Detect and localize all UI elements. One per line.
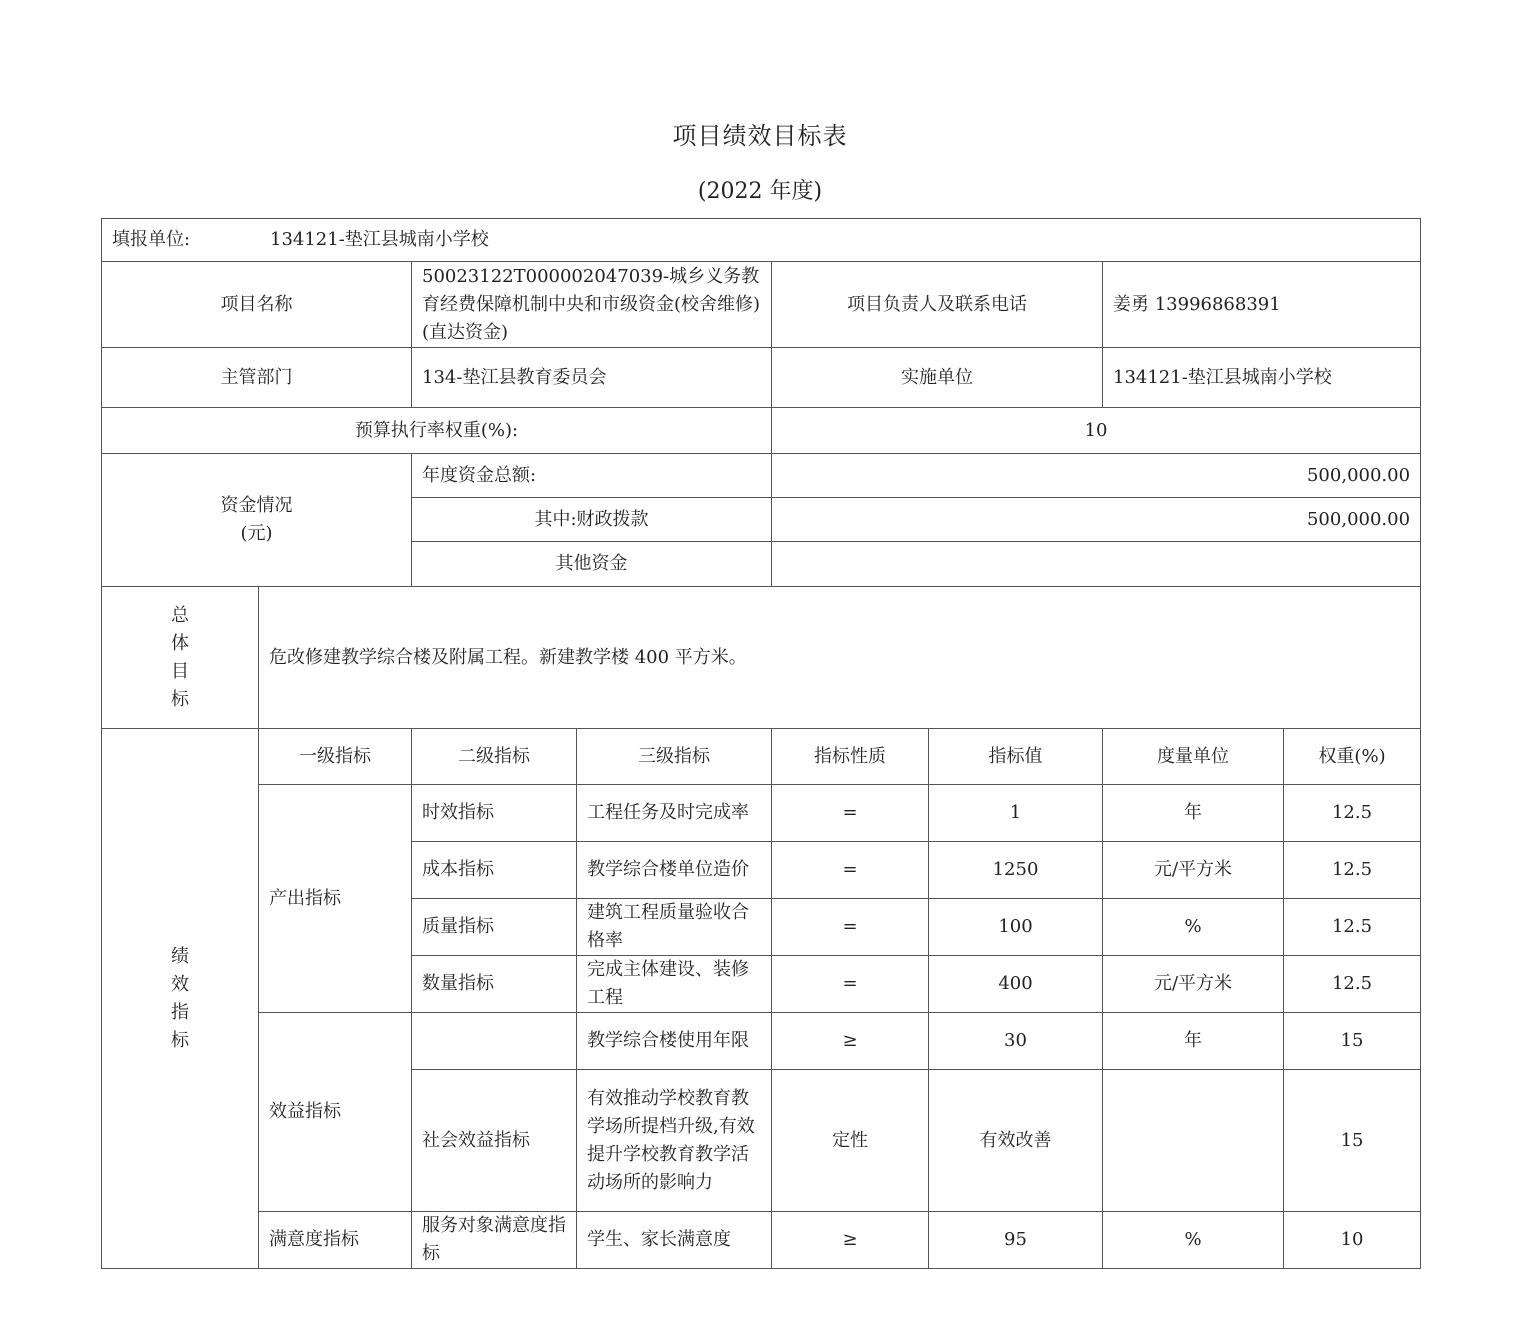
row-nature: ≥ [772, 1013, 929, 1070]
performance-table [101, 218, 1421, 1269]
row-value: 95 [929, 1212, 1103, 1269]
row-value: 有效改善 [929, 1070, 1103, 1212]
row-nature: 定性 [772, 1070, 929, 1212]
row-weight: 12.5 [1284, 956, 1421, 1013]
project-contact-label: 项目负责人及联系电话 [772, 262, 1103, 348]
dept-value: 134-垫江县教育委员会 [412, 348, 772, 408]
funds-label-line2: (元) [240, 523, 273, 544]
row-weight: 12.5 [1284, 899, 1421, 956]
dept-label: 主管部门 [102, 348, 412, 408]
goal-label-char: 标 [171, 688, 189, 710]
table-row [102, 1013, 1421, 1070]
row-l2: 社会效益指标 [412, 1070, 577, 1212]
row-unit: 元/平方米 [1103, 956, 1284, 1013]
header-level3: 三级指标 [577, 729, 772, 785]
indicators-label-char: 效 [171, 973, 189, 995]
row-unit: 年 [1103, 1013, 1284, 1070]
row-l2 [412, 1013, 577, 1070]
page-subtitle: (2022 年度) [697, 179, 823, 204]
group-benefit: 效益指标 [259, 1013, 412, 1212]
row-weight: 15 [1284, 1070, 1421, 1212]
project-name-label: 项目名称 [102, 262, 412, 348]
indicators-label-char: 标 [171, 1029, 189, 1051]
row-l2: 数量指标 [412, 956, 577, 1013]
funds-fiscal-label: 其中:财政拨款 [412, 498, 772, 542]
header-value: 指标值 [929, 729, 1103, 785]
unit-value: 134121-垫江县城南小学校 [270, 229, 489, 250]
indicator-header-row [102, 729, 1421, 785]
row-nature: = [772, 842, 929, 899]
funds-total-row [102, 454, 1421, 498]
funds-other-value [772, 542, 1421, 587]
unit-row [102, 219, 1421, 262]
row-l3: 学生、家长满意度 [577, 1212, 772, 1269]
row-weight: 10 [1284, 1212, 1421, 1269]
funds-label-line1: 资金情况 [220, 495, 293, 516]
funds-label [102, 454, 412, 587]
header-nature: 指标性质 [772, 729, 929, 785]
row-l2: 质量指标 [412, 899, 577, 956]
project-row [102, 262, 1421, 348]
row-nature: = [772, 899, 929, 956]
row-value: 1 [929, 785, 1103, 842]
goal-label-char: 总 [171, 604, 189, 626]
header-unit: 度量单位 [1103, 729, 1284, 785]
row-unit: % [1103, 899, 1284, 956]
row-l3: 建筑工程质量验收合格率 [577, 899, 772, 956]
row-value: 400 [929, 956, 1103, 1013]
budget-weight-label: 预算执行率权重(%): [102, 408, 772, 454]
funds-other-label: 其他资金 [412, 542, 772, 587]
page-title: 项目绩效目标表 [672, 122, 848, 150]
row-nature: ≥ [772, 1212, 929, 1269]
row-value: 1250 [929, 842, 1103, 899]
row-unit: 年 [1103, 785, 1284, 842]
indicators-label-char: 指 [171, 1001, 189, 1023]
impl-unit-value: 134121-垫江县城南小学校 [1103, 348, 1421, 408]
table-row [102, 1212, 1421, 1269]
header-level2: 二级指标 [412, 729, 577, 785]
row-l3: 有效推动学校教育教学场所提档升级,有效提升学校教育教学活动场所的影响力 [577, 1070, 772, 1212]
row-l2: 时效指标 [412, 785, 577, 842]
dept-row [102, 348, 1421, 408]
funds-total-value: 500,000.00 [772, 454, 1421, 498]
header-level1: 一级指标 [259, 729, 412, 785]
goal-label [102, 587, 259, 729]
goal-row [102, 587, 1421, 729]
row-l2: 成本指标 [412, 842, 577, 899]
budget-weight-value: 10 [772, 408, 1421, 454]
unit-cell [102, 219, 1421, 262]
row-weight: 12.5 [1284, 785, 1421, 842]
row-nature: = [772, 956, 929, 1013]
row-value: 100 [929, 899, 1103, 956]
group-output: 产出指标 [259, 785, 412, 1013]
row-nature: = [772, 785, 929, 842]
row-value: 30 [929, 1013, 1103, 1070]
indicators-label [102, 729, 259, 1269]
goal-text: 危改修建教学综合楼及附属工程。新建教学楼 400 平方米。 [259, 587, 1421, 729]
row-l2: 服务对象满意度指标 [412, 1212, 577, 1269]
row-l3: 教学综合楼单位造价 [577, 842, 772, 899]
project-contact-value: 姜勇 13996868391 [1103, 262, 1421, 348]
group-satisfaction: 满意度指标 [259, 1212, 412, 1269]
table-row [102, 785, 1421, 842]
funds-fiscal-value: 500,000.00 [772, 498, 1421, 542]
impl-unit-label: 实施单位 [772, 348, 1103, 408]
project-name-value: 50023122T000002047039-城乡义务教育经费保障机制中央和市级资金(校舍维修)(直达资金) [412, 262, 772, 348]
funds-total-label: 年度资金总额: [412, 454, 772, 498]
row-l3: 工程任务及时完成率 [577, 785, 772, 842]
row-unit: % [1103, 1212, 1284, 1269]
row-unit [1103, 1070, 1284, 1212]
unit-label: 填报单位: [112, 229, 191, 250]
row-l3: 教学综合楼使用年限 [577, 1013, 772, 1070]
row-unit: 元/平方米 [1103, 842, 1284, 899]
goal-label-char: 体 [171, 632, 189, 654]
row-weight: 12.5 [1284, 842, 1421, 899]
row-l3: 完成主体建设、装修工程 [577, 956, 772, 1013]
goal-label-char: 目 [171, 660, 189, 682]
header-weight: 权重(%) [1284, 729, 1421, 785]
indicators-label-char: 绩 [171, 945, 189, 967]
budget-weight-row [102, 408, 1421, 454]
row-weight: 15 [1284, 1013, 1421, 1070]
